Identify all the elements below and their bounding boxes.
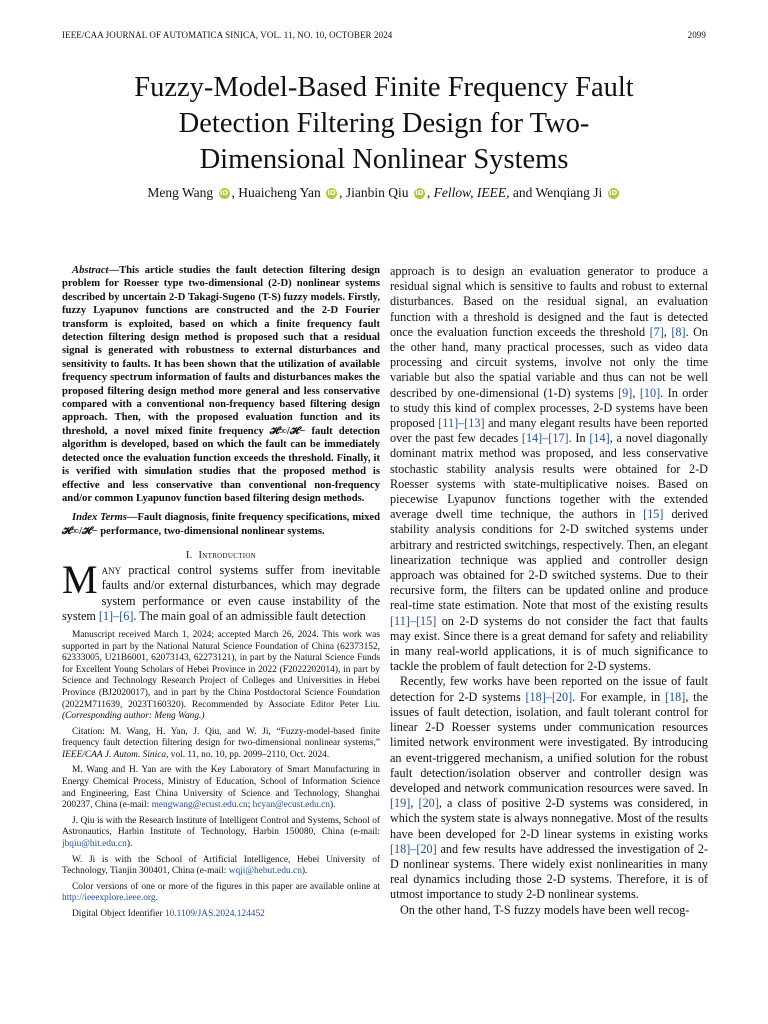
author-separator: , (339, 185, 343, 200)
page-number: 2099 (687, 30, 706, 40)
author-name: Wenqiang Ji (535, 185, 603, 200)
email-link[interactable]: wqji@hebut.edu.cn (228, 866, 302, 877)
body-paragraph: approach is to design an evaluation generator to produce a residual signal which is sensitive to faults and robust to external disturbances. Based on the residual signal, an evaluation function with a threshold is designed and the faut is detected once the evaluation function exceeds the threshold [7], [8]. On the other hand, many practical processes, such as video data processing and circuit systems, involve not only the time variable but also the spatial variable and thus can not be well described by one-dimensional (1-D) systems [9], [10]. In order to study this kind of complex processes, 2-D systems have been proposed [11]–[13] and many elegant results have been reported over the past few decades [14]–[17]. In [14], a novel diagonally dominant matrix method was proposed, and less conservative stochastic stability analysis results were obtained for 2-D Roesser systems with state-multiplicative noises. Based on piecewise Lyapunov functions together with the extended average dwell time technique, the authors in [15] derived stability analysis conditions for 2-D switched systems under arbitrary and restricted switchings, respectively. Then, an elegant linearization technique was applied and controller design approach was obtained for 2-D switched systems. Due to their recursive form, the filters can be updated online and produce real-time state estimation. Note that most of the existing results [11]–[15] on 2-D systems do not consider the fact that faults may exist. Since there is a great demand for safety and reliability in many real-world applications, it is of much significance to tackle the problem of fault detection for 2-D systems. (390, 264, 709, 674)
journal-header: IEEE/CAA JOURNAL OF AUTOMATICA SINICA, VOL. 11, NO. 10, OCTOBER 2024 (62, 30, 393, 40)
author-name: Jianbin Qiu (345, 185, 409, 200)
footnote-citation (62, 727, 380, 762)
author-name: Huaicheng Yan (238, 185, 321, 200)
section-number: I. (185, 550, 193, 562)
citation-link[interactable]: [18]–[20] (390, 841, 437, 856)
author-separator: , (426, 185, 431, 200)
footnote-text: W. Ji is with the School of Artificial Intelligence, Hebei University of Technology, Tianjin 300401, China (e-mail: (62, 854, 380, 877)
index-terms-text: Fault diagnosis, finite frequency specifications, mixed 𝓗∞/𝓗− performance, two-dimensional nonlinear systems. (62, 512, 380, 537)
footnote-text: J. Qiu is with the Research Institute of Intelligent Control and Systems, School of Astronautics, Harbin Institute of Technology, Harbin 150080, China (e-mail: (62, 815, 380, 838)
footnote-affiliation (62, 816, 380, 851)
section-title: Introduction (198, 550, 257, 562)
body-paragraph: Recently, few works have been reported on the issue of fault detection for 2-D systems [18]–[20]. For example, in [18], the issues of fault detection, isolation, and fault tolerant control for linear 2-D Roesser systems under communication resources limited network environment were investigated. By introducing an event-triggered mechanism, a unified solution for the robust fault detection/isolation observer and controller design was developed and network communication resources were saved. In [19], [20], a class of positive 2-D systems was considered, in which the system state is always nonnegative. Most of the results have been developed for 2-D linear systems in existing works [18]–[20] and few results have addressed the investigation of 2-D nonlinear systems. There widely exist nonlinearities in many real dynamics including those 2-D systems. Therefore, it is of utmost importance to study 2-D nonlinear systems. (390, 674, 709, 902)
author-name: Meng Wang (147, 185, 214, 200)
citation-link[interactable]: [15] (643, 507, 664, 522)
intro-first-word: any (101, 563, 122, 578)
author-title: Fellow, IEEE (433, 185, 507, 200)
footnote-text: . (155, 893, 158, 904)
footnote-text: Color versions of one or more of the figures in this paper are available online at (72, 881, 380, 892)
orcid-icon[interactable]: iD (327, 189, 336, 197)
footnote-text: M. Wang and H. Yan are with the Key Laboratory of Smart Manufacturing in Energy Chemical Process, Ministry of Education, School of Information Science and Engineering, East China University of Science and Technology, Shanghai 200237, China (e-mail: (62, 765, 380, 811)
index-terms-label: Index Terms (72, 512, 127, 524)
citation-link[interactable]: [9] (618, 385, 633, 400)
title-line: Dimensional Nonlinear Systems (199, 144, 569, 175)
citation-link[interactable]: [14] (589, 431, 610, 446)
title-line: Detection Filtering Design for Two- (178, 108, 590, 139)
body-paragraph: On the other hand, T-S fuzzy models have been well recog- (400, 902, 690, 917)
orcid-icon[interactable]: iD (609, 189, 618, 197)
abstract-dash: — (108, 265, 120, 276)
footnote-journal: IEEE/CAA J. Autom. Sinica (62, 749, 167, 760)
doi-link[interactable]: 10.1109/JAS.2024.124452 (164, 909, 265, 919)
footnote-text: ; (247, 800, 253, 811)
intro-paragraph (62, 557, 380, 624)
citation-link[interactable]: [11]–[15] (390, 613, 437, 628)
footnote-text: ). (330, 800, 336, 811)
email-link[interactable]: mengwang@ecust.edu.cn (151, 800, 248, 811)
citation-link[interactable]: [18] (665, 689, 686, 704)
citation-link[interactable]: [14]–[17] (521, 431, 569, 446)
citation-link[interactable]: [18]–[20] (525, 689, 573, 704)
title-line: Fuzzy-Model-Based Finite Frequency Fault (134, 72, 634, 103)
right-column (390, 264, 708, 918)
footnote-color (62, 882, 380, 905)
footnote-affiliation (62, 765, 380, 811)
citation-link[interactable]: [10] (639, 385, 661, 400)
citation-link[interactable]: [11]–[13] (438, 416, 485, 431)
intro-text: practical control systems suffer from inevitable faults and/or external disturbances, which may degrade system performance or even cause instability of the system (62, 563, 380, 623)
abstract-label: Abstract (72, 265, 109, 276)
index-terms-dash: — (126, 512, 138, 524)
citation-link[interactable]: [19] (390, 796, 411, 811)
running-head (62, 30, 706, 40)
abstract-text: This article studies the fault detection filtering design problem for Roesser type two-dimensional (2-D) nonlinear systems described by uncertain 2-D Takagi-Sugeno (T-S) fuzzy models. Firstly, fuzzy Lyapunov functions are constructed and the 2-D Fourier transform is exploited, based on which a finite frequency fault detection filtering design method is proposed such that a residual signal is generated with robustness to external disturbances and sensitivity to faults. It has been shown that the utilization of available frequency spectrum information of faults and disturbances makes the proposed filtering design method more general and less conservative compared with a conventional non-frequency based filtering design approach. Then, with the proposed evaluation function and its threshold, a novel mixed finite frequency 𝓗∞/𝓗− fault detection algorithm is developed, based on which the fault can be immediately detected once the evaluation function exceeds the threshold. Finally, it is verified with simulation studies that the proposed method is effective and less conservative than conventional non-frequency and/or common Lyapunov function based filtering design methods. (62, 265, 380, 504)
citation-link[interactable]: [7] (649, 324, 664, 339)
left-column (62, 264, 380, 925)
section-heading (62, 550, 380, 561)
footnote-text: , vol. 11, no. 10, pp. 2099–2110, Oct. 2024. (166, 749, 330, 760)
citation-link[interactable]: [8] (671, 324, 686, 339)
orcid-icon[interactable]: iD (219, 189, 229, 197)
author-list (40, 185, 728, 201)
author-separator: , (231, 185, 235, 200)
footnote-manuscript (62, 630, 380, 723)
footnote-corresponding: (Corresponding author: Meng Wang.) (62, 711, 205, 722)
footnote-affiliation (62, 855, 380, 878)
footnote-doi (62, 909, 380, 921)
drop-cap: M (62, 557, 98, 603)
author-separator: , and (506, 185, 533, 200)
url-link[interactable]: http://ieeexplore.ieee.org (62, 893, 156, 904)
intro-text: . The main goal of an admissible fault detection (133, 608, 366, 623)
footnote-text: Digital Object Identifier (72, 909, 165, 919)
citation-link[interactable]: [20] (418, 796, 439, 811)
footnote-text: ). (126, 839, 133, 850)
paper-title (40, 70, 728, 178)
orcid-icon[interactable]: iD (415, 189, 424, 197)
footnote-text: ). (301, 866, 308, 877)
footnote-text: Manuscript received March 1, 2024; accepted March 26, 2024. This work was supported in part by the National Natural Science Foundation of China (62373152, 62333005, U21B6001, 62073143, 62273121), in part by the Natural Science Funds for Excellent Young Scholars of Hebei Province in 2022 (F2022202014), in part by Science and Technology Research Project of Colleges and Universities in Hebei Province (BJ2020017), and in part by the China Postdoctoral Science Foundation (2022M711639, 2023T160320). Recommended by Associate Editor Peter Liu. (62, 629, 380, 710)
citation-link[interactable]: [1]–[6] (98, 608, 134, 623)
email-link[interactable]: jbqiu@hit.edu.cn (62, 839, 127, 850)
abstract (62, 264, 380, 505)
footnote-text: Citation: M. Wang, H. Yan, J. Qiu, and W. Ji, “Fuzzy-model-based finite frequency fault detection filtering design for two-dimensional nonlinear systems,” (62, 726, 380, 749)
email-link[interactable]: hcyan@ecust.edu.cn (252, 800, 330, 811)
index-terms (62, 511, 380, 538)
